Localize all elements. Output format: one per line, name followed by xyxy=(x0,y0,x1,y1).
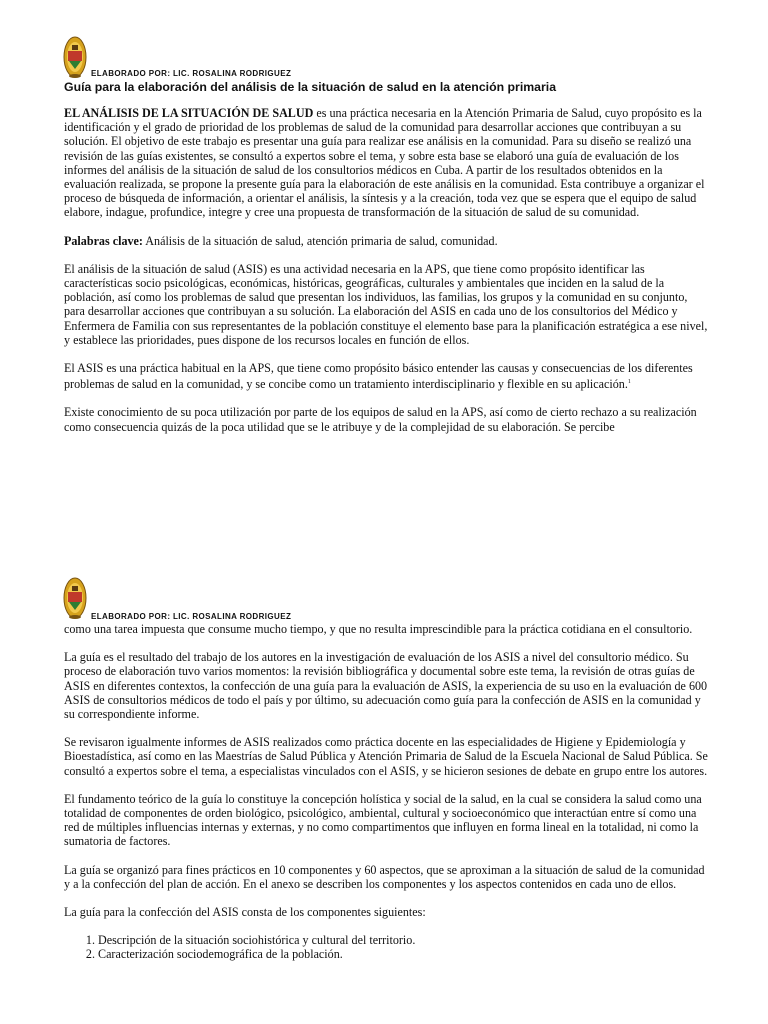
page1-body xyxy=(64,106,710,448)
list-item: 2. Caracterización sociodemográfica de la población. xyxy=(98,947,710,961)
author-line: ELABORADO POR: LIC. ROSALINA RODRIGUEZ xyxy=(91,69,292,78)
reference-marker: 1 xyxy=(627,379,631,386)
paragraph: El fundamento teórico de la guía lo constituye la concepción holística y social de la salud, en la cual se considera la salud como una totalidad de componentes de orden biológico, psicológico, ambiental, cultural y socioeconómico que interactúan entre sí como una red de múltiples influencias internas y externas, y no como compartimentos que influyen en forma lineal en la totalidad, ni como la sumatoria de factores. xyxy=(64,791,702,849)
paragraph: Existe conocimiento de su poca utilización por parte de los equipos de salud en la APS, así como de cierto rechazo a su realización como consecuencia quizás de la poca utilidad que se le atribuye y de la complejidad de su elaboración. Se percibe xyxy=(64,405,697,434)
abstract-text: es una práctica necesaria en la Atención Primaria de Salud, cuyo propósito es la identificación y el grado de prioridad de los problemas de salud de la comunidad para desarrollar acciones que contribuyan a su solución. El objetivo de este trabajo es presentar una guía para realizar ese análisis en la comunidad. Para su diseño se realizó una revisión de las guías existentes, se consultó a expertos sobre el tema, y sobre esta base se elaboró una guía de evaluación de los informes del análisis de la situación de salud de los consultorios médicos en Cuba. A partir de los resultados obtenidos en la evaluación realizada, se propone la presente guía para la elaboración de este análisis en la comunidad. Esta contribuye a organizar el proceso de búsqueda de información, a orientar el análisis, la síntesis y a la creación, toda vez que se espera que el equipo de salud elabore, indague, profundice, integre y cree una propuesta de transformación de la situación de salud de su comunidad. xyxy=(64,106,705,220)
keywords-text: Análisis de la situación de salud, atención primaria de salud, comunidad. xyxy=(142,233,498,248)
paragraph: La guía es el resultado del trabajo de los autores en la investigación de evaluación de los ASIS a nivel del consultorio médico. Su proceso de elaboración tuvo varios momentos: la revisión bibliográfica y documental sobre este tema, la revisión de otras guías de ASIS en diferentes contextos, la confección de una guía para la evaluación de ASIS, la experiencia de su uso en la evaluación de 600 ASIS de consultorios médicos de todo el país y por último, su adecuación como guía para la confección de ASIS en la comunidad y su correspondiente informe. xyxy=(64,650,708,722)
paragraph-text: El ASIS es una práctica habitual en la APS, que tiene como propósito básico entender las causas y consecuencias de los diferentes problemas de salud en la comunidad, y se concibe como un tratamiento interdisciplinario y flexible en su aplicación. xyxy=(64,361,693,392)
abstract-paragraph xyxy=(64,106,710,220)
document-page-2 xyxy=(0,560,768,1024)
document-title: Guía para la elaboración del análisis de la situación de salud en la atención primaria xyxy=(64,80,557,94)
paragraph: El análisis de la situación de salud (ASIS) es una actividad necesaria en la APS, que tiene como propósito identificar las características socio psicológicas, económicas, históricas, geográficas, culturales y ambientales que inciden en la salud de la población, así como los problemas de salud que presentan los individuos, las familias, los grupos y la comunidad en su conjunto, para desarrollar acciones que contribuyan a su solución. La elaboración del ASIS en cada uno de los consultorios del Médico y Enfermera de Familia con sus representantes de la población constituye el elemento base para la planificación estratégica a ese nivel, y establece las prioridades, pues dispone de los recursos locales en función de ellos. xyxy=(64,261,708,347)
keywords-paragraph xyxy=(64,234,710,248)
institution-logo xyxy=(63,577,87,621)
author-line: ELABORADO POR: LIC. ROSALINA RODRIGUEZ xyxy=(91,612,292,621)
paragraph: La guía se organizó para fines prácticos en 10 componentes y 60 aspectos, que se aproximan a la situación de salud de la comunidad y a la confección del plan de acción. En el anexo se describen los componentes y los aspectos contenidos en cada uno de ellos. xyxy=(64,862,705,891)
paragraph: La guía para la confección del ASIS consta de los componentes siguientes: xyxy=(64,905,426,920)
abstract-lead: EL ANÁLISIS DE LA SITUACIÓN DE SALUD xyxy=(64,106,314,120)
keywords-label: Palabras clave: xyxy=(64,233,143,248)
paragraph: Se revisaron igualmente informes de ASIS realizados como práctica docente en las especialidades de Higiene y Epidemiología y Bioestadística, así como en las Maestrías de Salud Pública y Atención Primaria de Salud de la Escuela Nacional de Salud Pública. Se consultó a expertos sobre el tema, a especialistas vinculados con el ASIS, y se hicieron sesiones de debate en grupo entre los autores. xyxy=(64,735,708,778)
page2-body xyxy=(64,622,710,962)
paragraph: como una tarea impuesta que consume mucho tiempo, y que no resulta imprescindible para la práctica cotidiana en el consultorio. xyxy=(64,622,693,636)
paragraph-with-ref xyxy=(64,361,710,391)
components-list xyxy=(64,933,710,961)
list-item: 1. Descripción de la situación sociohistórica y cultural del territorio. xyxy=(98,933,710,947)
institution-logo xyxy=(63,36,87,80)
